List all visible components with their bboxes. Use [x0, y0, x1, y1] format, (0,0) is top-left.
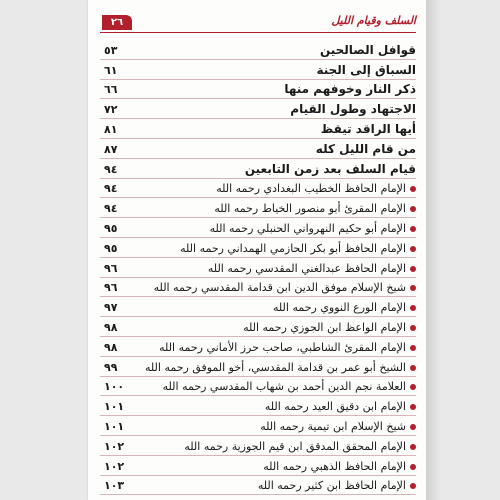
toc-row — [100, 119, 416, 139]
toc-page-number: ١٠٣ — [104, 479, 125, 493]
toc-entry-text: الشيخ أبو عمر بن قدامة المقدسي، أخو الموفق رحمه الله — [145, 360, 406, 374]
toc-page-number: ٩٩ — [104, 360, 118, 374]
toc-page-number: ٩٤ — [104, 162, 118, 176]
toc-entry-text: قيام السلف بعد زمن التابعين — [244, 161, 416, 176]
toc-row — [100, 357, 416, 377]
toc-entry-text: الإمام الورع النووي رحمه الله — [273, 301, 406, 315]
toc-entry-title — [159, 341, 416, 354]
toc-page-number: ٧٢ — [104, 103, 118, 117]
toc-entry-text: السباق إلى الجنة — [316, 62, 416, 77]
toc-entry-text: الإمام ابن دقيق العيد رحمه الله — [264, 400, 406, 414]
bullet-icon — [410, 424, 416, 430]
toc-entry-title — [290, 102, 416, 116]
toc-row — [100, 317, 416, 337]
bullet-icon — [410, 186, 416, 192]
toc-entry-title — [145, 361, 416, 374]
toc-page-number: ٩٧ — [104, 301, 118, 315]
toc-entry-text: قوافل الصالحين — [319, 42, 416, 57]
toc-entry-text: ذكر النار وخوفهم منها — [284, 82, 416, 97]
toc-entry-text: أيها الراقد تيقظ — [320, 121, 416, 136]
toc-entry-text: الإمام أبو حكيم النهرواني الحنبلي رحمه الله — [209, 221, 406, 235]
toc-row — [100, 258, 416, 278]
toc-entry-title — [210, 222, 416, 235]
bullet-icon — [410, 206, 416, 212]
toc-row — [100, 456, 416, 476]
toc-row — [100, 139, 416, 159]
toc-entry-title — [321, 122, 416, 136]
toc-row — [100, 159, 416, 179]
toc-entry-title — [214, 202, 416, 215]
toc-row — [100, 476, 416, 496]
toc-entry-title — [180, 242, 416, 255]
bullet-icon — [410, 464, 416, 470]
toc-row — [100, 198, 416, 218]
bullet-icon — [410, 483, 416, 489]
toc-entry-title — [208, 262, 416, 275]
toc-entry-text: الإمام الحافظ أبو بكر الحازمي الهمداني رحمه الله — [180, 241, 406, 255]
toc-page-number: ٦١ — [104, 63, 118, 77]
table-of-contents — [100, 40, 416, 495]
toc-entry-title — [258, 479, 416, 492]
bullet-icon — [410, 365, 416, 371]
running-title: السلف وقيام الليل — [331, 14, 416, 27]
toc-page-number: ٩٦ — [104, 281, 118, 295]
toc-entry-text: الإمام الحافظ الخطيب البغدادي رحمه الله — [216, 182, 406, 196]
toc-page-number: ٩٥ — [104, 221, 118, 235]
toc-row — [100, 80, 416, 100]
toc-entry-title — [316, 63, 416, 77]
bullet-icon — [410, 266, 416, 272]
bullet-icon — [410, 305, 416, 311]
toc-row — [100, 179, 416, 199]
toc-entry-title — [273, 301, 416, 314]
toc-entry-title — [184, 440, 416, 453]
toc-entry-title — [163, 380, 416, 393]
toc-page-number: ٨١ — [104, 122, 118, 136]
toc-entry-text: الإمام المقرئ أبو منصور الخياط رحمه الله — [214, 202, 406, 216]
toc-page-number: ٩٨ — [104, 340, 118, 354]
toc-page-number: ٦٦ — [104, 83, 118, 97]
toc-entry-text: الإمام الواعظ ابن الجوزي رحمه الله — [243, 320, 406, 334]
bullet-icon — [410, 345, 416, 351]
toc-page-number: ٩٨ — [104, 320, 118, 334]
toc-entry-title — [243, 321, 416, 334]
toc-entry-title — [265, 400, 416, 413]
toc-row — [100, 337, 416, 357]
toc-row — [100, 218, 416, 238]
toc-row — [100, 99, 416, 119]
toc-entry-title — [284, 82, 416, 96]
toc-page-number: ٩٥ — [104, 241, 118, 255]
toc-row — [100, 416, 416, 436]
toc-entry-title — [245, 162, 416, 176]
toc-entry-text: الإمام الحافظ ابن كثير رحمه الله — [257, 479, 406, 493]
toc-row — [100, 278, 416, 298]
toc-page-number: ٥٣ — [104, 43, 118, 57]
toc-page-number: ٩٤ — [104, 182, 118, 196]
bullet-icon — [410, 325, 416, 331]
toc-entry-text: الإمام المحقق المدقق ابن قيم الجوزية رحمه الله — [184, 439, 406, 453]
toc-row — [100, 238, 416, 258]
bullet-icon — [410, 226, 416, 232]
bullet-icon — [410, 404, 416, 410]
toc-page-number: ١٠١ — [104, 400, 125, 414]
page-header — [100, 14, 416, 33]
toc-entry-text: شيخ الإسلام موفق الدين ابن قدامة المقدسي رحمه الله — [153, 281, 406, 295]
bullet-icon — [410, 246, 416, 252]
toc-entry-text: من قام الليل كله — [315, 141, 416, 156]
toc-row — [100, 396, 416, 416]
page-number-badge: ٢٦ — [102, 15, 132, 30]
toc-entry-text: الإمام الحافظ الذهبي رحمه الله — [263, 459, 406, 473]
toc-entry-text: الإمام المقرئ الشاطبي، صاحب حرز الأماني رحمه الله — [159, 340, 406, 354]
toc-entry-text: الإمام الحافظ عبدالغني المقدسي رحمه الله — [207, 261, 406, 275]
toc-page-number: ٩٦ — [104, 261, 118, 275]
bullet-icon — [410, 384, 416, 390]
toc-row — [100, 436, 416, 456]
toc-entry-text: العلامة نجم الدين أحمد بن شهاب المقدسي رحمه الله — [162, 380, 406, 394]
toc-page-number: ١٠٢ — [104, 459, 125, 473]
toc-page-number: ١٠١ — [104, 419, 125, 433]
toc-entry-text: شيخ الإسلام ابن تيمية رحمه الله — [260, 419, 406, 433]
toc-page-number: ١٠٠ — [104, 380, 125, 394]
toc-entry-text: الاجتهاد وطول القيام — [290, 102, 416, 117]
toc-entry-title — [216, 182, 416, 195]
toc-row — [100, 297, 416, 317]
toc-page-number: ٩٤ — [104, 202, 118, 216]
toc-page-number: ٨٧ — [104, 142, 118, 156]
toc-entry-title — [260, 420, 416, 433]
toc-row — [100, 40, 416, 60]
bullet-icon — [410, 444, 416, 450]
toc-page-number: ١٠٢ — [104, 439, 125, 453]
toc-row — [100, 377, 416, 397]
toc-entry-title — [320, 43, 416, 57]
toc-entry-title — [263, 460, 416, 473]
toc-entry-title — [154, 281, 416, 294]
toc-row — [100, 60, 416, 80]
page-edge-shadow — [426, 0, 500, 500]
toc-entry-title — [316, 142, 416, 156]
bullet-icon — [410, 285, 416, 291]
